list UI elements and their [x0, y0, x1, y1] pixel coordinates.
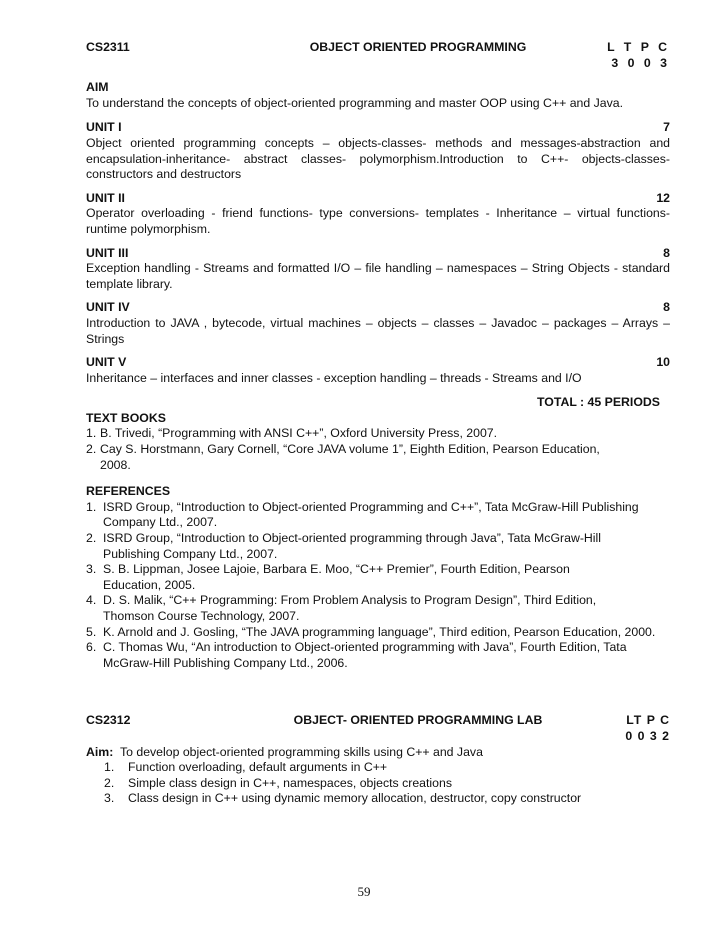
- unit-name: UNIT V: [86, 355, 127, 370]
- list-item: [104, 776, 670, 792]
- unit-hours: 7: [663, 120, 670, 135]
- aim-text: To understand the concepts of object-oriented programming and master OOP using C++ and Java.: [86, 95, 624, 110]
- reference-item: [86, 500, 670, 531]
- lab-aim-label: Aim:: [86, 744, 114, 759]
- unit-name: UNIT II: [86, 190, 125, 205]
- ltpc-values: 3 0 0 3: [611, 55, 670, 70]
- reference-text: C. Thomas Wu, “An introduction to Object-oriented programming with Java”, Fourth Edition, Tata McGraw-Hill Publishing Company Ltd., 2006.: [103, 640, 627, 670]
- reference-text: ISRD Group, “Introduction to Object-oriented Programming and C++”, Tata McGraw-Hill Publishing Company Ltd., 2007.: [103, 499, 639, 530]
- unit-section: [86, 355, 670, 386]
- list-item-number: 2.: [104, 775, 115, 790]
- textbook-number: 2.: [86, 442, 97, 457]
- references-heading: REFERENCES: [86, 484, 171, 499]
- list-item-number: 3.: [104, 791, 115, 806]
- list-item: [104, 791, 670, 807]
- unit-heading: [86, 355, 670, 371]
- course-title: OBJECT ORIENTED PROGRAMMING: [309, 40, 527, 54]
- reference-number: 3.: [86, 562, 97, 577]
- lab-course-header: [86, 713, 670, 744]
- reference-number: 6.: [86, 640, 97, 655]
- unit-hours: 8: [663, 245, 670, 260]
- textbook-text: Cay S. Horstmann, Gary Cornell, “Core JAVA volume 1”, Eighth Edition, Pearson Education, 2008.: [100, 442, 600, 472]
- list-item-text: Class design in C++ using dynamic memory allocation, destructor, copy constructor: [128, 791, 582, 806]
- lab-ltpc-header: LT P C: [626, 713, 670, 728]
- unit-hours: 8: [663, 300, 670, 315]
- unit-heading: [86, 191, 670, 207]
- unit-heading: [86, 300, 670, 316]
- unit-section: [86, 120, 670, 182]
- reference-item: [86, 593, 670, 624]
- unit-name: UNIT III: [86, 245, 129, 260]
- list-item: [104, 760, 670, 776]
- reference-number: 1.: [86, 499, 97, 514]
- page-number: 59: [357, 884, 371, 899]
- unit-section: [86, 191, 670, 238]
- unit-section: [86, 300, 670, 347]
- reference-number: 5.: [86, 624, 97, 639]
- reference-text: K. Arnold and J. Gosling, “The JAVA programming language”, Third edition, Pearson Education, 2000.: [103, 624, 656, 639]
- reference-text: S. B. Lippman, Josee Lajoie, Barbara E. Moo, “C++ Premier”, Fourth Edition, Pearson Education, 2005.: [103, 562, 570, 592]
- reference-text: D. S. Malik, “C++ Programming: From Problem Analysis to Program Design”, Third Edition, Thomson Course Technology, 2007.: [103, 593, 597, 623]
- course-header: [86, 40, 670, 71]
- unit-heading: [86, 120, 670, 136]
- reference-number: 4.: [86, 593, 97, 608]
- aim-heading: AIM: [86, 80, 109, 95]
- unit-text: Exception handling - Streams and formatted I/O – file handling – namespaces – String Objects - standard template library.: [86, 261, 670, 291]
- ltpc-header: L T P C: [607, 40, 670, 54]
- unit-name: UNIT IV: [86, 300, 130, 315]
- course-code: CS2311: [86, 40, 130, 54]
- lab-aim: [86, 745, 670, 761]
- reference-item: [86, 625, 670, 641]
- unit-section: [86, 246, 670, 293]
- unit-text: Object oriented programming concepts – objects-classes- methods and messages-abstraction and encapsulation-inheritance- abstract classes- polymorphism.Introduction to C++- objects-classes-constructors and destructors: [86, 135, 670, 182]
- unit-hours: 10: [656, 355, 670, 370]
- lab-course-title: OBJECT- ORIENTED PROGRAMMING LAB: [293, 713, 543, 728]
- reference-item: [86, 562, 670, 593]
- lab-experiment-list: [104, 760, 670, 807]
- unit-text: Operator overloading - friend functions- type conversions- templates - Inheritance – virtual functions- runtime polymorphism.: [86, 206, 670, 236]
- syllabus-page: [86, 40, 670, 807]
- list-item-text: Function overloading, default arguments in C++: [128, 760, 388, 775]
- lab-ltpc-block: [600, 713, 670, 744]
- unit-heading: [86, 246, 670, 262]
- unit-text: Introduction to JAVA , bytecode, virtual machines – objects – classes – Javadoc – packages – Arrays – Strings: [86, 315, 670, 346]
- lab-aim-text: To develop object-oriented programming skills using C++ and Java: [119, 744, 483, 759]
- lab-course-code: CS2312: [86, 713, 131, 728]
- textbook-text: B. Trivedi, “Programming with ANSI C++”, Oxford University Press, 2007.: [100, 426, 498, 441]
- textbook-item: [86, 426, 670, 442]
- list-item-text: Simple class design in C++, namespaces, objects creations: [128, 775, 452, 790]
- reference-item: [86, 531, 670, 562]
- textbook-item: [86, 442, 670, 473]
- textbook-number: 1.: [86, 426, 97, 441]
- reference-text: ISRD Group, “Introduction to Object-oriented programming through Java”, Tata McGraw-Hill Publishing Company Ltd., 2007.: [103, 531, 601, 561]
- list-item-number: 1.: [104, 760, 115, 775]
- unit-hours: 12: [656, 190, 670, 205]
- textbooks-heading: TEXT BOOKS: [86, 410, 166, 425]
- reference-item: [86, 640, 670, 671]
- unit-text: Inheritance – interfaces and inner classes - exception handling – threads - Streams and I/O: [86, 370, 582, 385]
- total-periods: TOTAL : 45 PERIODS: [537, 395, 660, 410]
- reference-number: 2.: [86, 531, 97, 546]
- lab-ltpc-values: 0 0 3 2: [625, 728, 670, 743]
- unit-name: UNIT I: [86, 120, 122, 135]
- ltpc-block: [600, 40, 670, 71]
